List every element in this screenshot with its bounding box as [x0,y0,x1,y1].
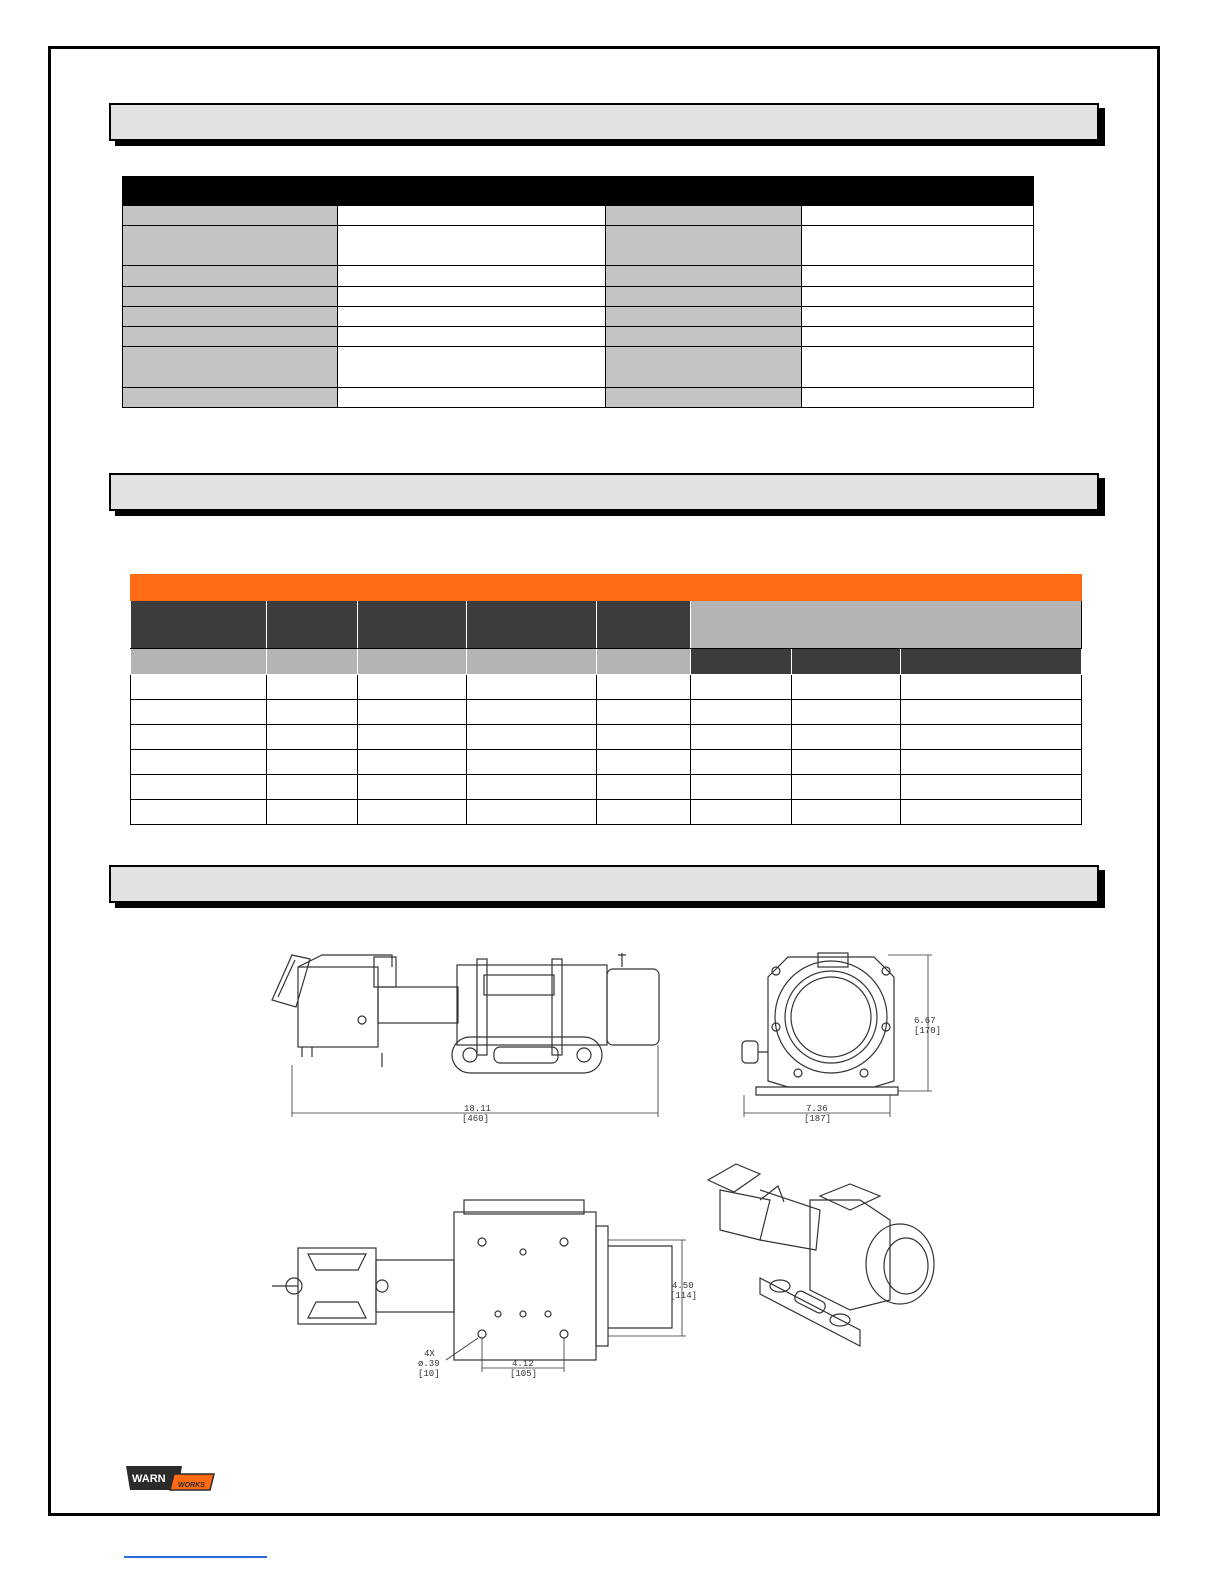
footer-link-underline[interactable] [124,1556,267,1558]
bottom-view-hole-dia-label: ø.39 [418,1359,440,1369]
spec-row [123,226,1034,266]
section-banner-specifications [109,103,1099,141]
side-view-width-mm-label: [460] [462,1114,490,1124]
end-view-height-label: 6.67 [914,1016,936,1026]
performance-table [130,574,1082,825]
spec-row [123,327,1034,347]
section-banner-performance [109,473,1099,511]
winch-bottom-view-drawing [262,1190,702,1380]
end-view-width-label: 7.36 [806,1104,828,1114]
bottom-view-depth-label: 4.50 [672,1281,694,1291]
winch-end-view-drawing [738,945,948,1130]
performance-row [131,700,1082,725]
spec-row [123,206,1034,226]
bottom-view-hole-count-label: 4X [424,1349,435,1359]
spec-row [123,266,1034,287]
performance-header-row [131,601,1082,649]
end-view-height-mm-label: [170] [914,1026,942,1036]
spec-header-row [123,177,1034,206]
performance-row [131,800,1082,825]
performance-row [131,675,1082,700]
section-banner-dimensions [109,865,1099,903]
spec-row [123,287,1034,307]
performance-subheader-row [131,649,1082,675]
spec-row [123,388,1034,408]
winch-isometric-view-drawing [700,1160,940,1360]
side-view-width-label: 18.11 [464,1104,492,1114]
bottom-view-spacing-label: 4.12 [512,1359,534,1369]
spec-row [123,307,1034,327]
performance-row [131,750,1082,775]
bottom-view-hole-dia-mm-label: [10] [418,1369,440,1379]
end-view-width-mm-label: [187] [804,1114,832,1124]
bottom-view-spacing-mm-label: [105] [510,1369,538,1379]
performance-row [131,725,1082,750]
winch-side-view-drawing [262,945,672,1130]
spec-row [123,347,1034,388]
performance-row [131,775,1082,800]
logo-works-text: WORKS [178,1482,205,1489]
warn-works-logo [124,1464,216,1494]
performance-title-bar [131,575,1082,601]
specifications-table [122,176,1034,408]
logo-warn-text: WARN [132,1473,166,1485]
bottom-view-depth-mm-label: [114] [670,1291,698,1301]
